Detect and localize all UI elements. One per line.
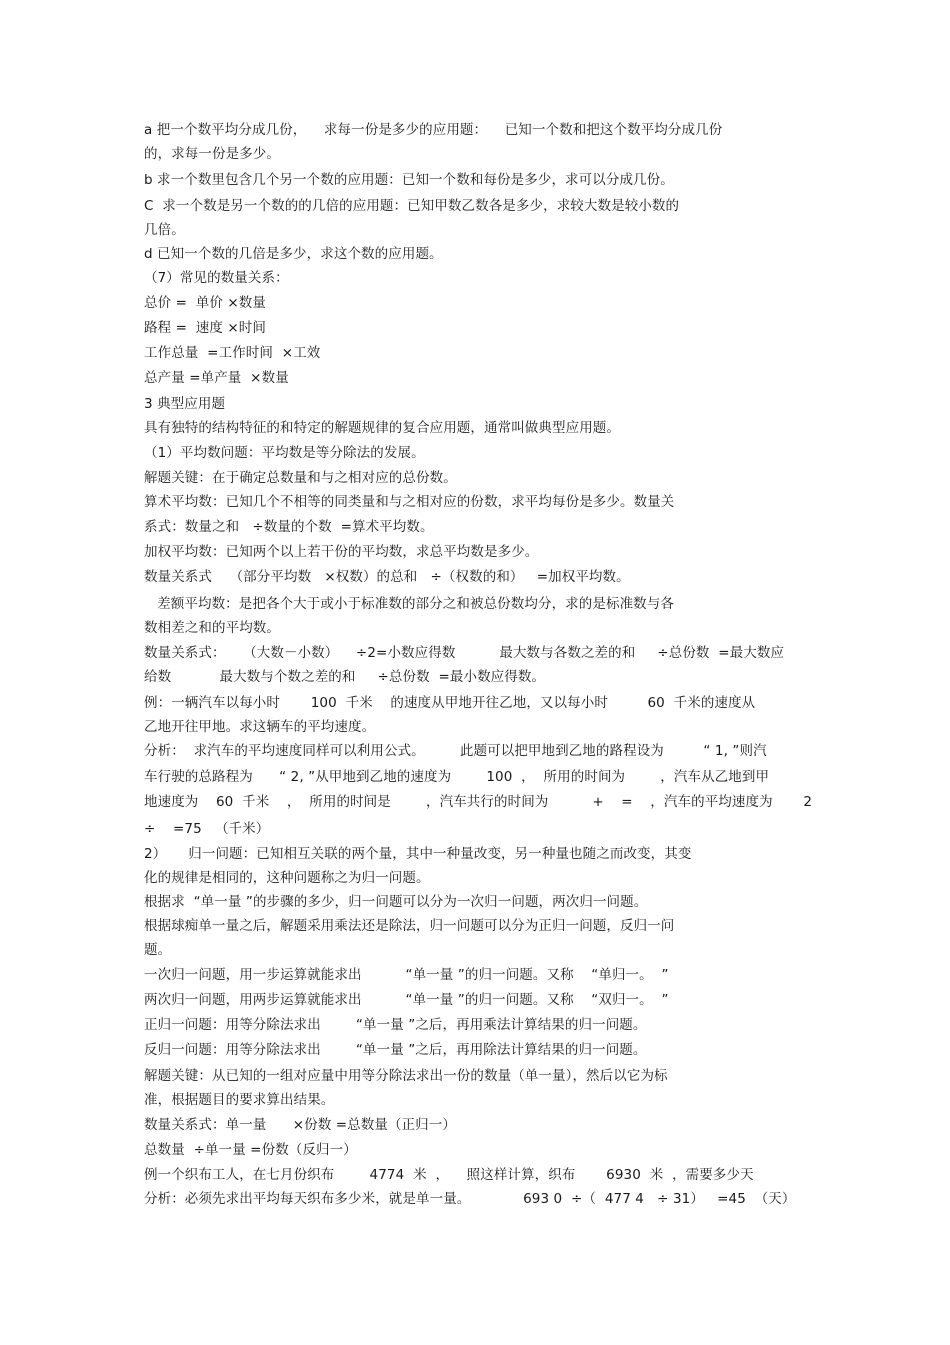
text-line: 分析：必须先求出平均每天织布多少米，就是单一量。 693 0 ÷（ 477 4 ÷ 31） =45 （天）: [144, 1191, 796, 1207]
text-line: 例一个织布工人，在七月份织布 4774 米 ， 照这样计算，织布 6930 米 ，需要多少天: [144, 1167, 754, 1183]
text-line: 路程 = 速度 ×时间: [144, 320, 266, 336]
text-line: 化的规律是相同的，这种问题称之为归一问题。: [144, 870, 430, 886]
text-line: d 已知一个数的几倍是多少，求这个数的应用题。: [144, 246, 443, 262]
text-line: 分析： 求汽车的平均速度同样可以利用公式。 此题可以把甲地到乙地的路程设为 “ 1, ”则汽: [144, 743, 767, 759]
text-line: C 求一个数是另一个数的的几倍的应用题：已知甲数乙数各是多少，求较大数是较小数的: [144, 198, 680, 214]
text-line: a 把一个数平均分成几份， 求每一份是多少的应用题： 已知一个数和把这个数平均分成几份: [144, 122, 723, 138]
text-line: 加权平均数：已知两个以上若干份的平均数，求总平均数是多少。: [144, 544, 539, 560]
text-line: 准，根据题目的要求算出结果。: [144, 1092, 335, 1108]
text-line: 给数 最大数与个数之差的和 ÷总份数 =最小数应得数。: [144, 669, 546, 685]
text-line: 差额平均数：是把各个大于或小于标准数的部分之和被总份数均分，求的是标准数与各: [144, 596, 674, 612]
text-line: 例：一辆汽车以每小时 100 千米 的速度从甲地开往乙地，又以每小时 60 千米的速度从: [144, 695, 756, 711]
text-line: 车行驶的总路程为 “ 2, ”从甲地到乙地的速度为 100 ， 所用的时间为 ，汽车从乙地到甲: [144, 769, 770, 785]
text-line: 两次归一问题，用两步运算就能求出 “单一量 ”的归一问题。又称 “双归一。 ”: [144, 992, 669, 1008]
text-line: 总数量 ÷单一量 =份数（反归一）: [144, 1142, 357, 1158]
text-line: 题。: [144, 942, 172, 958]
text-line: 几倍。: [144, 222, 185, 238]
text-line: 正归一问题：用等分除法求出 “单一量 ”之后，再用乘法计算结果的归一问题。: [144, 1017, 647, 1033]
text-line: 数量关系式 （部分平均数 ×权数）的总和 ÷（权数的和） =加权平均数。: [144, 569, 630, 585]
text-line: 的，求每一份是多少。: [144, 146, 280, 162]
text-line: b 求一个数里包含几个另一个数的应用题：已知一个数和每份是多少，求可以分成几份。: [144, 172, 674, 188]
text-line: 根据球痴单一量之后，解题采用乘法还是除法，归一问题可以分为正归一问题，反归一问: [144, 918, 675, 934]
text-line: 算术平均数：已知几个不相等的同类量和与之相对应的份数，求平均每份是多少。数量关: [144, 494, 675, 510]
text-line: 数量关系式： （大数－小数） ÷2=小数应得数 最大数与各数之差的和 ÷总份数 =最大数应: [144, 645, 785, 661]
text-line: 工作总量 =工作时间 ×工效: [144, 345, 321, 361]
text-line: 总产量 =单产量 ×数量: [144, 370, 289, 386]
text-line: 2） 归一问题：已知相互关联的两个量，其中一种量改变，另一种量也随之而改变，其变: [144, 846, 692, 862]
text-line: ÷ =75 （千米）: [144, 821, 270, 837]
text-line: 解题关键：从已知的一组对应量中用等分除法求出一份的数量（单一量），然后以它为标: [144, 1068, 668, 1084]
text-line: 乙地开往甲地。求这辆车的平均速度。: [144, 719, 376, 735]
text-line: （1）平均数问题：平均数是等分除法的发展。: [144, 445, 425, 461]
text-line: 解题关键：在于确定总数量和与之相对应的总份数。: [144, 470, 457, 486]
text-line: 数量关系式：单一量 ×份数 =总数量（正归一）: [144, 1117, 456, 1133]
text-line: 总价 = 单价 ×数量: [144, 295, 266, 311]
text-line: 数相差之和的平均数。: [144, 620, 280, 636]
text-line: 地速度为 60 千米 ， 所用的时间是 ，汽车共行的时间为 + = ，汽车的平均速度为 2: [144, 794, 813, 810]
text-line: 根据求 “单一量 ”的步骤的多少，归一问题可以分为一次归一问题，两次归一问题。: [144, 894, 648, 910]
text-line: 系式：数量之和 ÷数量的个数 =算术平均数。: [144, 519, 434, 535]
text-line: 一次归一问题，用一步运算就能求出 “单一量 ”的归一问题。又称 “单归一。 ”: [144, 967, 669, 983]
text-line: 3 典型应用题: [144, 396, 226, 412]
text-line: 具有独特的结构特征的和特定的解题规律的复合应用题，通常叫做典型应用题。: [144, 420, 620, 436]
text-line: 反归一问题：用等分除法求出 “单一量 ”之后，再用除法计算结果的归一问题。: [144, 1042, 647, 1058]
text-line: （7）常见的数量关系：: [144, 270, 289, 286]
